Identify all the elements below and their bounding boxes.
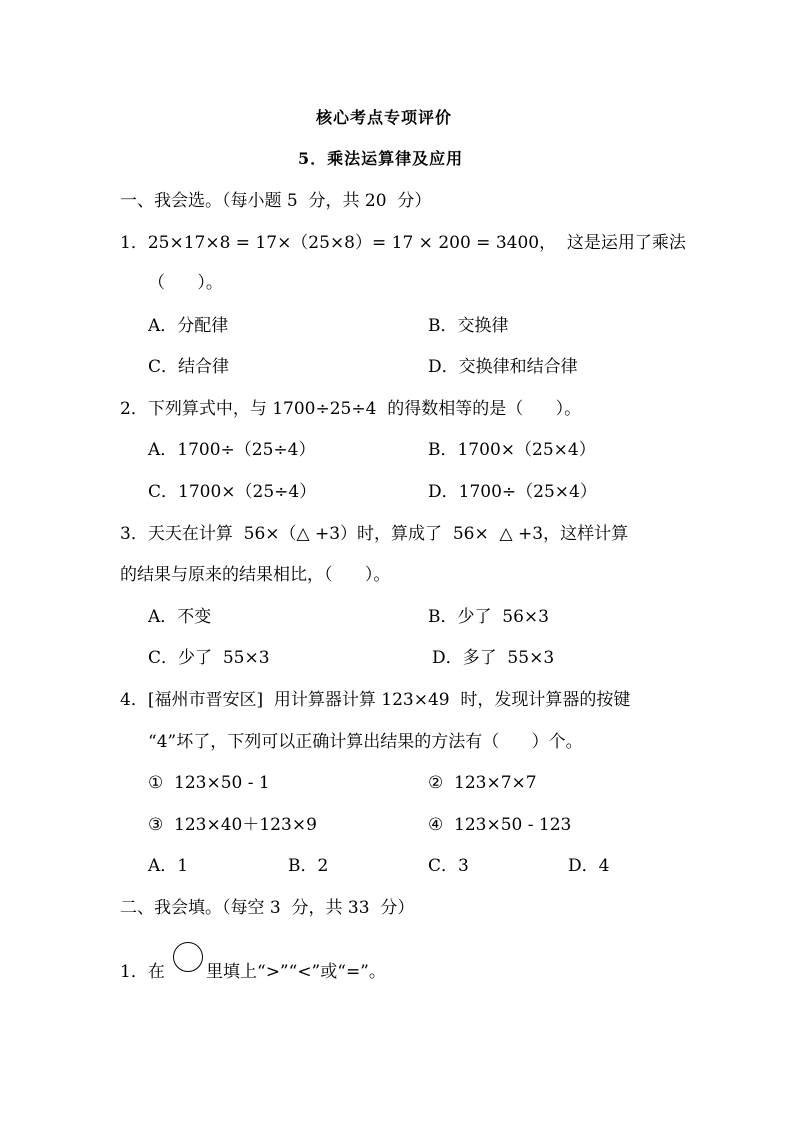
q4-method-2: ② 123×7×7 <box>428 773 537 793</box>
q1-option-d: D．交换律和结合律 <box>428 357 578 377</box>
q3-option-a: A．不变 <box>148 607 212 627</box>
q4-option-d: D．4 <box>568 856 610 876</box>
q3-stem-line2: 的结果与原来的结果相比，（ ）。 <box>120 565 391 585</box>
q4-stem-line1: 4．[福州市晋安区] 用计算器计算 123×49 时，发现计算器的按键 <box>120 690 631 710</box>
q4-method-4: ④ 123×50 - 123 <box>428 815 572 835</box>
page-subtitle: 5．乘法运算律及应用 <box>298 149 464 168</box>
q3-option-b: B．少了 56×3 <box>428 607 549 627</box>
q4-option-b: B．2 <box>288 856 329 876</box>
section1-heading: 一、我会选。（每小题 5 分，共 20 分） <box>120 191 432 211</box>
q4-option-a: A．1 <box>148 856 189 876</box>
q2-option-d: D．1700÷（25×4） <box>428 482 597 502</box>
q2-option-a: A．1700÷（25÷4） <box>148 440 316 460</box>
q4-method-3: ③ 123×40＋123×9 <box>148 815 317 835</box>
s2-q1-suffix: 里填上“>”“<”或“=”。 <box>206 962 386 982</box>
page-title: 核心考点专项评价 <box>316 108 453 127</box>
q2-option-c: C．1700×（25÷4） <box>148 482 317 502</box>
q3-option-d: D．多了 55×3 <box>432 648 555 668</box>
q3-option-c: C．少了 55×3 <box>148 648 270 668</box>
s2-q1-prefix: 1．在 <box>120 962 165 982</box>
q4-method-1: ① 123×50 - 1 <box>148 773 270 793</box>
q2-option-b: B．1700×（25×4） <box>428 440 596 460</box>
q1-option-a: A．分配律 <box>148 316 229 336</box>
q1-option-c: C．结合律 <box>148 357 230 377</box>
q1-stem-line2: （ ）。 <box>148 273 223 293</box>
q1-stem-line1: 1．25×17×8 = 17×（25×8）= 17 × 200 = 3400， 这是运用了乘法 <box>120 233 686 253</box>
section2-heading: 二、我会填。（每空 3 分，共 33 分） <box>120 898 415 918</box>
q2-stem: 2．下列算式中，与 1700÷25÷4 的得数相等的是（ ）。 <box>120 399 582 419</box>
q1-option-b: B．交换律 <box>428 316 509 336</box>
q4-stem-line2: “4”坏了，下列可以正确计算出结果的方法有（ ）个。 <box>148 732 583 752</box>
q4-option-c: C．3 <box>428 856 469 876</box>
compare-circle <box>173 942 203 972</box>
q3-stem-line1: 3．天天在计算 56×（△ +3）时，算成了 56× △ +3，这样计算 <box>120 524 629 544</box>
